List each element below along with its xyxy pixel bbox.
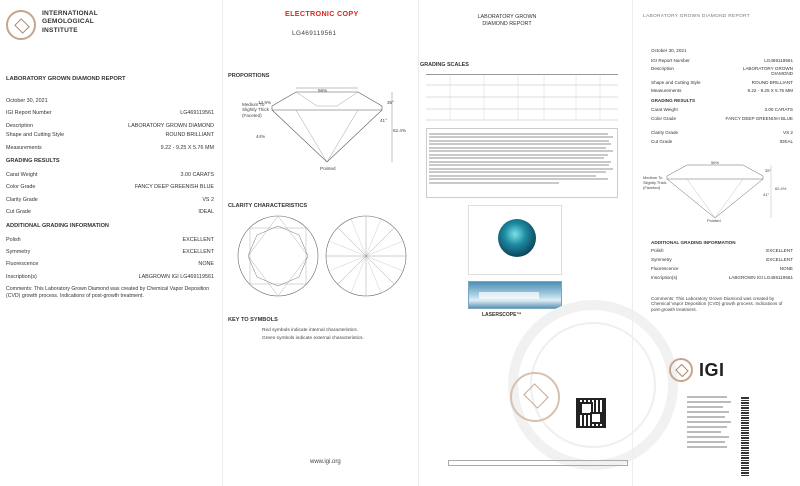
key-to-symbols-title: KEY TO SYMBOLS — [228, 317, 278, 323]
grading-scales-table — [426, 74, 618, 120]
pavilion-outline — [272, 110, 382, 162]
legal-disclaimer-block — [426, 128, 618, 198]
diamond-photo-frame — [468, 205, 562, 275]
institute-name: INTERNATIONAL GEMOLOGICAL INSTITUTE — [42, 10, 98, 34]
additional-row: Polish EXCELLENT — [6, 236, 214, 243]
depth-pct: 62.4% — [393, 128, 407, 133]
pavilion-angle: 41° — [380, 118, 387, 123]
laserscope-label: LASERSCOPE™ — [482, 312, 522, 318]
summary-additional-row: Fluorescence NONE — [651, 266, 793, 271]
summary-grading-row: Color Grade FANCY DEEP GREENISH BLUE — [651, 116, 793, 121]
laserscope-image — [468, 281, 562, 309]
summary-comments: Comments: This Laboratory Grown Diamond was created by Chemical Vapor Deposition (CVD) growth process. Indications of post-growth treatment. — [651, 296, 783, 312]
summary-date: October 30, 2021 — [651, 48, 687, 53]
website-link[interactable]: www.igi.org — [310, 459, 341, 465]
report-page-scales — [418, 0, 632, 486]
report-details — [6, 98, 214, 152]
field-row: Description LABORATORY GROWN DIAMOND — [6, 122, 214, 129]
summary-additional-row: Polish EXCELLENT — [651, 248, 793, 253]
comments-text: Comments: This Laboratory Grown Diamond was created by Chemical Vapor Deposition (CVD) growth process. Indications of post-growth treatment. — [6, 286, 210, 299]
field-row: Shape and Cutting Style ROUND BRILLIANT — [6, 132, 214, 139]
additional-row: Fluorescence NONE — [6, 261, 214, 268]
summary-heading: LABORATORY GROWN DIAMOND REPORT — [643, 14, 750, 19]
grading-results-title: GRADING RESULTS — [6, 158, 60, 165]
proportions-diagram — [262, 86, 402, 170]
additional-row: Inscription(s) LABGROWN IGI LG469119561 — [6, 273, 214, 280]
crown-outline — [272, 92, 382, 110]
igi-seal-large-icon — [510, 372, 560, 422]
crown-view — [238, 216, 318, 296]
igi-seal-small-icon — [669, 358, 693, 382]
summary-grading-row: Clarity Grade VS 2 — [651, 130, 793, 135]
grading-row: Clarity Grade VS 2 — [6, 196, 214, 203]
field-row: Measurements 9.22 - 9.25 X 5.76 MM — [6, 144, 214, 151]
summary-row: Shape and Cutting Style ROUND BRILLIANT — [651, 80, 793, 85]
culet-label: Pointed — [320, 166, 336, 171]
summary-additional-title: ADDITIONAL GRADING INFORMATION — [651, 240, 736, 245]
key-line-green: Green symbols indicate external characteristics. — [262, 336, 364, 341]
scales-page-heading: LABORATORY GROWN DIAMOND REPORT — [477, 14, 537, 27]
grading-row: Carat Weight 3.00 CARATS — [6, 172, 214, 179]
summary-pavilion-angle: 41° — [763, 192, 770, 197]
report-page-summary — [632, 0, 800, 486]
scales-grid — [426, 75, 618, 121]
electronic-copy-label: ELECTRONIC COPY — [285, 9, 359, 18]
additional-row: Symmetry EXCELLENT — [6, 249, 214, 256]
barcode-icon — [741, 396, 749, 476]
summary-girdle-label: Medium To Slightly Thick (Faceted) — [643, 175, 667, 190]
field-row: IGI Report Number LG469119561 — [6, 110, 214, 117]
qr-code-icon[interactable] — [576, 398, 606, 428]
summary-table-pct: 56% — [711, 160, 720, 165]
report-page-left — [0, 0, 222, 486]
grading-scales-title: GRADING SCALES — [420, 62, 469, 68]
report-stub — [687, 396, 735, 478]
proportions-title: PROPORTIONS — [228, 73, 270, 79]
summary-additional-row: Inscription(s) LABGROWN IGI LG469119561 — [651, 275, 793, 280]
clarity-plot — [236, 214, 408, 300]
summary-row: IGI Report Number LG469119561 — [651, 58, 793, 63]
diamond-photo — [498, 219, 536, 257]
summary-additional-row: Symmetry EXCELLENT — [651, 257, 793, 262]
crown-height-pct: 14.9% — [258, 100, 272, 105]
summary-row: Description LABORATORY GROWN DIAMOND — [651, 66, 793, 77]
additional-grading-title: ADDITIONAL GRADING INFORMATION — [6, 222, 109, 229]
report-number: LG469119561 — [292, 30, 337, 37]
table-pct: 56% — [318, 88, 328, 93]
igi-seal-icon — [6, 10, 36, 40]
summary-crown-angle: 35° — [765, 168, 772, 173]
crown-angle: 35° — [387, 100, 394, 105]
summary-grading-row: Carat Weight 3.00 CARATS — [651, 107, 793, 112]
pavilion-view — [326, 216, 406, 296]
summary-row: Measurements 9.22 - 9.25 X 5.76 MM — [651, 88, 793, 93]
grading-row: Color Grade FANCY DEEP GREENISH BLUE — [6, 184, 214, 191]
summary-grading-title: GRADING RESULTS — [651, 98, 696, 103]
girdle-label: Medium To Slightly Thick (Faceted) — [242, 102, 269, 118]
report-page-center — [222, 0, 418, 486]
summary-proportions-diagram — [647, 160, 793, 224]
clarity-title: CLARITY CHARACTERISTICS — [228, 203, 308, 209]
report-date: October 30, 2021 — [6, 98, 48, 104]
igi-brand-logo: IGI — [669, 358, 725, 382]
summary-grading-row: Cut Grade IDEAL — [651, 139, 793, 144]
institute-header — [6, 10, 214, 40]
summary-culet-label: Pointed — [707, 218, 721, 223]
key-line-red: Red symbols indicate internal characteristics. — [262, 328, 358, 333]
report-title: LABORATORY GROWN DIAMOND REPORT — [6, 76, 126, 82]
grading-row: Cut Grade IDEAL — [6, 209, 214, 216]
security-strip — [448, 460, 628, 466]
summary-depth-pct: 62.4% — [775, 186, 787, 191]
pavilion-depth-pct: 44% — [256, 134, 266, 139]
